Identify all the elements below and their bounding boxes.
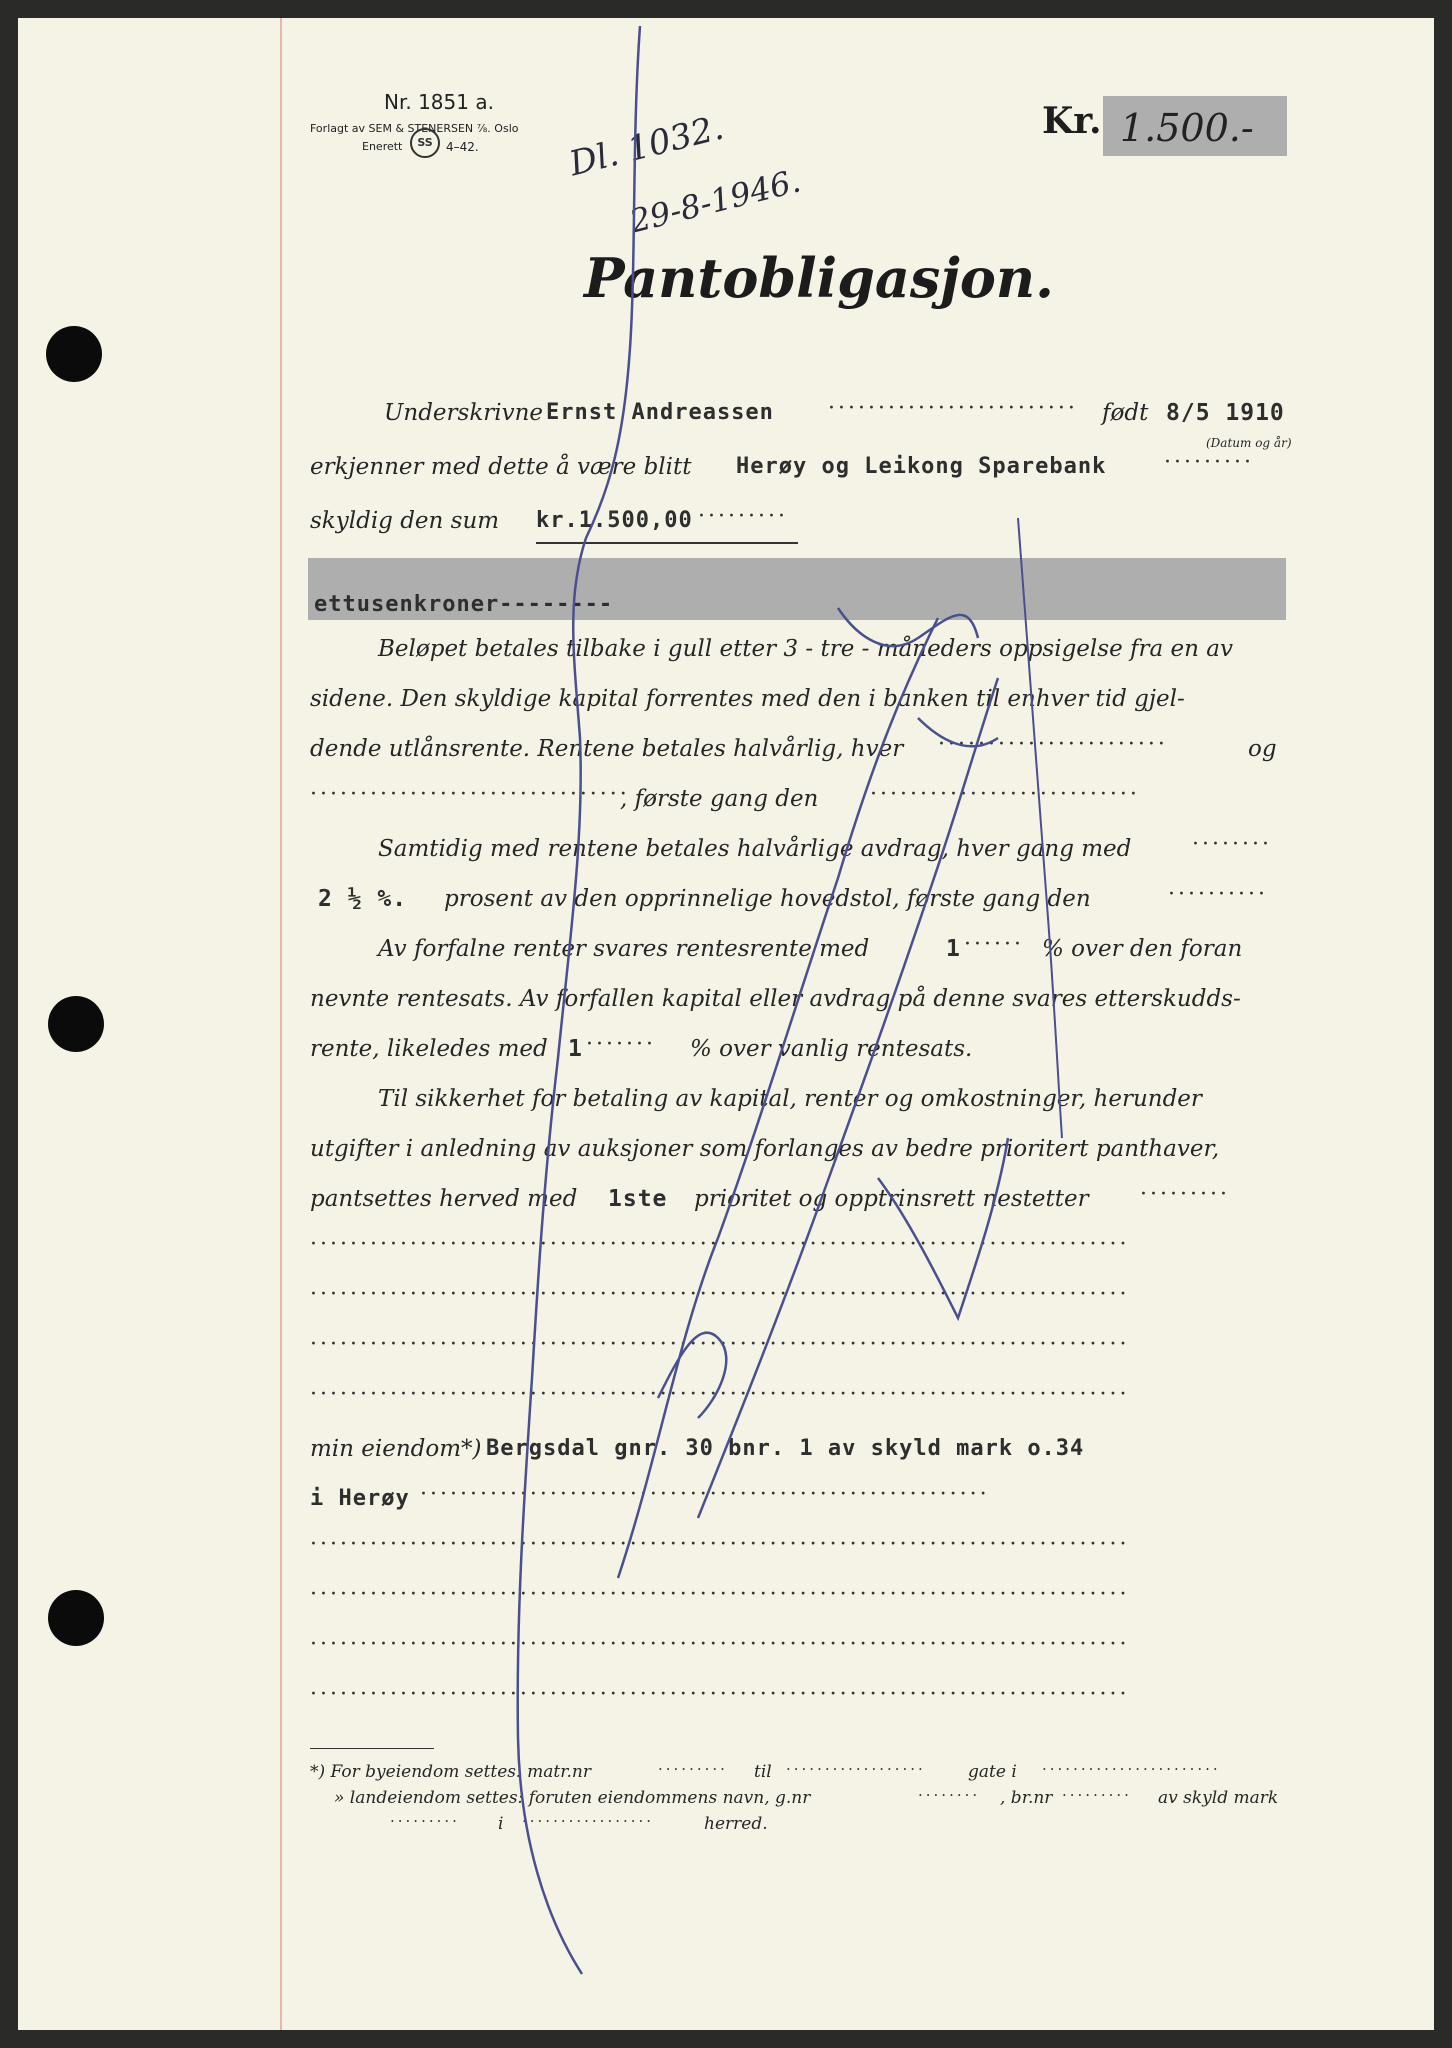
interest-value: 1: [946, 936, 961, 962]
undersigned-label: Underskrivne: [384, 400, 544, 426]
body-line: % over den foran: [1042, 936, 1243, 962]
installment-value: 2 ½ %.: [318, 886, 408, 912]
currency-label: Kr.: [1042, 100, 1102, 142]
footnote-line: *) For byeiendom settes: matr.nr: [310, 1762, 591, 1782]
body-line: % over vanlig rentesats.: [690, 1036, 973, 1062]
fill-dots: ································: [310, 782, 630, 807]
fill-dots: ··················································································: [310, 1682, 1130, 1707]
fill-dots: ··················································································: [310, 1382, 1130, 1407]
document-title: Pantobligasjon.: [584, 246, 1054, 310]
fill-dots: ··················································································: [310, 1582, 1130, 1607]
footnote-line: i: [498, 1814, 504, 1834]
body-line: prosent av den opprinnelige hovedstol, første gang den: [444, 886, 1091, 912]
fill-dots: ·······: [586, 1032, 656, 1057]
body-line: Samtidig med rentene betales halvårlige avdrag, hver gang med: [378, 836, 1132, 862]
owes-label: skyldig den sum: [310, 508, 500, 534]
body-line: sidene. Den skyldige kapital forrentes med den i banken til enhver tid gjel-: [310, 686, 1185, 712]
fill-dots: ··················: [786, 1760, 926, 1778]
publisher-date: 4–42.: [446, 140, 479, 154]
fill-dots: ·························································: [420, 1482, 990, 1507]
document-annotation: Dl. 1032.: [565, 107, 728, 185]
fill-dots: ·········: [698, 504, 788, 529]
publisher-line: Forlagt av SEM & STENERSEN ⅞. Oslo: [310, 122, 519, 135]
fill-dots: ······: [964, 932, 1024, 957]
fill-dots: ·········: [1164, 450, 1254, 475]
footnote-line: gate i: [968, 1762, 1017, 1782]
body-line: Av forfalne renter svares rentesrente med: [378, 936, 870, 962]
fill-dots: ··················································································: [310, 1232, 1130, 1257]
body-line: og: [1248, 736, 1277, 762]
acknowledges-label: erkjenner med dette å være blitt: [310, 454, 692, 480]
publisher-stamp-icon: SS: [410, 128, 440, 158]
date-hint: (Datum og år): [1206, 436, 1292, 450]
undersigned-name: Ernst Andreassen: [546, 400, 774, 425]
fill-dots: ·········: [658, 1760, 728, 1778]
publisher-line: Enerett: [362, 140, 403, 153]
body-line: utgifter i anledning av auksjoner som forlanges av bedre prioritert panthaver,: [310, 1136, 1220, 1162]
body-line: dende utlånsrente. Rentene betales halvårlig, hver: [310, 736, 904, 762]
fill-dots: ·········: [1062, 1786, 1132, 1804]
born-date: 8/5 1910: [1166, 400, 1285, 426]
fill-dots: ········: [1192, 832, 1272, 857]
sum-words: ettusenkroner--------: [314, 592, 614, 617]
fill-dots: ·························: [828, 396, 1078, 421]
priority-value: 1ste: [608, 1186, 668, 1212]
body-line: prioritet og opptrinsrett nestetter: [694, 1186, 1089, 1212]
handwritten-ink-marks: [18, 18, 1434, 2030]
body-line: , første gang den: [620, 786, 819, 812]
fill-dots: ··········: [1168, 882, 1268, 907]
creditor-name: Herøy og Leikong Sparebank: [736, 454, 1107, 479]
document-annotation: 29-8-1946.: [625, 161, 805, 241]
fill-dots: ·········: [1140, 1182, 1230, 1207]
fill-dots: ·······················: [938, 732, 1168, 757]
fill-dots: ··················································································: [310, 1632, 1130, 1657]
fill-dots: ·······················: [1042, 1760, 1221, 1778]
fill-dots: ···························: [870, 782, 1140, 807]
footnote-line: herred.: [704, 1814, 768, 1834]
property-value: Bergsdal gnr. 30 bnr. 1 av skyld mark o.34: [486, 1436, 1085, 1461]
interest-value: 1: [568, 1036, 583, 1062]
body-line: rente, likeledes med: [310, 1036, 548, 1062]
fill-dots: ··················································································: [310, 1332, 1130, 1357]
body-line: pantsettes herved med: [310, 1186, 578, 1212]
footnote-line: » landeiendom settes: foruten eiendommens navn, g.nr: [334, 1788, 811, 1808]
sum-value: kr.1.500,00: [536, 508, 693, 533]
property-value: i Herøy: [310, 1486, 410, 1511]
footnote-line: , br.nr: [1000, 1788, 1053, 1808]
footnote-line: av skyld mark: [1158, 1788, 1279, 1808]
fill-dots: ··················································································: [310, 1282, 1130, 1307]
body-line: Beløpet betales tilbake i gull etter 3 - tre - måneders oppsigelse fra en av: [378, 636, 1233, 662]
fill-dots: ·················: [522, 1812, 655, 1830]
body-line: Til sikkerhet for betaling av kapital, renter og omkostninger, herunder: [378, 1086, 1202, 1112]
amount-handwritten: 1.500.-: [1120, 106, 1254, 150]
fill-dots: ········: [918, 1786, 981, 1804]
fill-dots: ··················································································: [310, 1532, 1130, 1557]
form-number: Nr. 1851 a.: [384, 90, 494, 114]
footnote-line: til: [754, 1762, 772, 1782]
born-label: født: [1102, 400, 1149, 426]
body-line: nevnte rentesats. Av forfallen kapital eller avdrag på denne svares etterskudds-: [310, 986, 1241, 1012]
property-label: min eiendom*): [310, 1436, 482, 1462]
document-page: [18, 18, 1434, 2030]
fill-dots: ·········: [390, 1812, 460, 1830]
